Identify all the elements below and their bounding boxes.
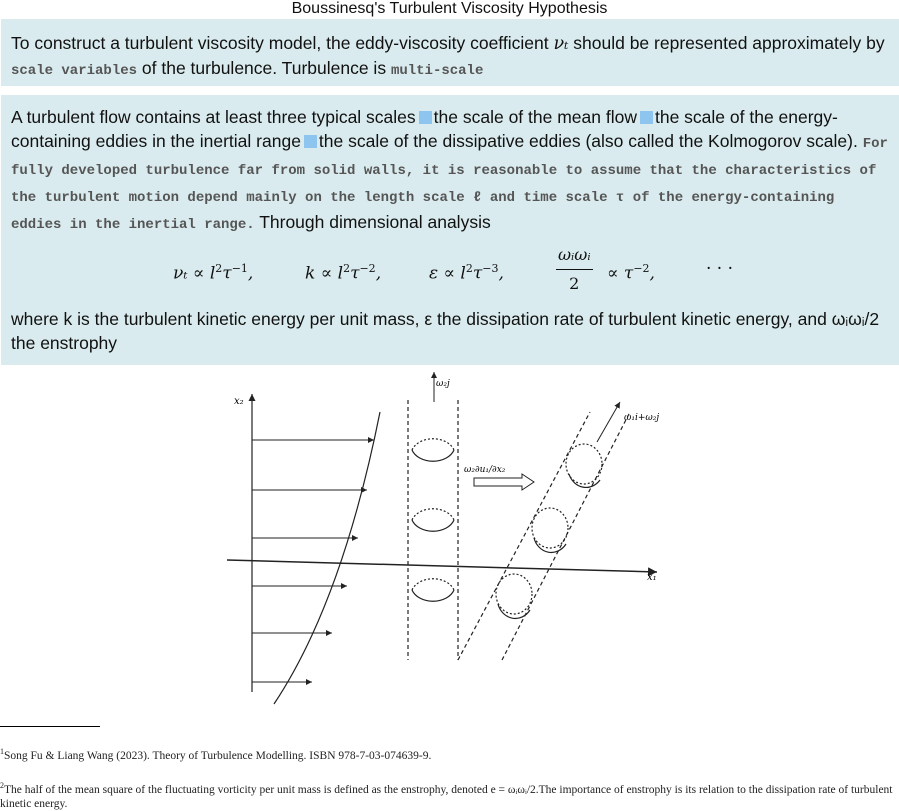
footnote-1-text: Song Fu & Liang Wang (2023). Theory of Turbulence Modelling. ISBN 978-7-03-074639-9.: [4, 749, 432, 762]
bullet-square-icon: [419, 111, 432, 124]
equation-k: $k \propto l^2\tau^{-2}$,: [305, 262, 382, 284]
combined-vorticity-arrow: [597, 402, 620, 442]
code-multi-scale: multi-scale: [390, 63, 484, 79]
stretch-label: ω₂∂u₁/∂x₂: [464, 465, 506, 475]
bullet-square-icon: [304, 135, 317, 148]
box1-text-2: should be represented approximately by: [568, 33, 885, 53]
box1-text-3: of the turbulence. Turbulence is: [137, 58, 391, 78]
equation-nu-t: $\nu_t \propto l^2\tau^{-1}$,: [173, 262, 254, 284]
bullet-square-icon: [640, 111, 653, 124]
x2-axis-label: x₂: [234, 396, 244, 407]
scale-energy-eddies: the scale of the energy-containing eddies in the inertial range: [11, 107, 838, 151]
code-assumption: For fully developed turbulence far from solid walls, it is reasonable to assume that the characteristics of the turbulent motion depend mainly on the length scale ℓ and time scale τ of the energy-containing eddies in the inertial range.: [11, 136, 888, 233]
fraction-numerator: ωᵢωᵢ: [556, 243, 593, 270]
x1-axis: [227, 560, 657, 572]
vortex-rings-tilted: [496, 444, 602, 618]
combined-vorticity-label: ω₁i+ω₂j: [624, 413, 660, 423]
code-scale-variables: scale variables: [11, 63, 138, 79]
definitions-text: where k is the turbulent kinetic energy per unit mass, ε the dissipation rate of turbulent kinetic energy, and ωᵢωᵢ/2 the enstrophy: [11, 309, 880, 353]
omega2-label: ω₂j: [436, 379, 450, 389]
footnote-rule: [0, 726, 100, 727]
scales-box: [1, 95, 899, 365]
vortex-stretching-diagram: [222, 372, 672, 712]
equation-ellipsis: · · ·: [706, 259, 734, 279]
scale-kolmogorov: the scale of the dissipative eddies (also called the Kolmogorov scale).: [318, 131, 858, 151]
footnote-1-mark: 1: [0, 747, 4, 756]
equation-enstrophy-rhs: ∝ $\tau^{-2}$,: [607, 262, 655, 284]
scale-mean-flow: the scale of the mean flow: [433, 107, 637, 127]
footnote-1: [0, 745, 899, 763]
box1-text-1: To construct a turbulent viscosity model, the eddy-viscosity coefficient: [11, 33, 554, 53]
x1-axis-label: x₁: [647, 572, 657, 583]
footnote-2: [0, 779, 899, 811]
equation-row: [1, 243, 899, 293]
page-title: Boussinesq's Turbulent Viscosity Hypothesis: [291, 0, 608, 17]
vortex-tube-tilted: [458, 412, 630, 660]
fraction-denominator: 2: [569, 274, 580, 293]
equation-enstrophy-fraction: [556, 243, 593, 296]
nu-t-symbol: νₜ: [553, 34, 569, 54]
footnote-2-text: The half of the mean square of the fluctuating vorticity per unit mass is defined as the enstrophy, denoted e = ωᵢωᵢ/2.The importance of enstrophy is its relation to the dissipation rate of turbulent kinetic energy.: [0, 783, 893, 810]
equation-epsilon: $\varepsilon \propto l^2\tau^{-3}$,: [429, 262, 504, 284]
scales-intro: A turbulent flow contains at least three typical scales: [11, 107, 416, 127]
velocity-profile: [274, 412, 380, 704]
vortex-rings-vertical: [412, 439, 454, 601]
footnote-2-mark: 2: [0, 781, 4, 790]
definition-box: [1, 19, 899, 86]
stretch-arrow: [474, 474, 534, 490]
dimensional-analysis-text: Through dimensional analysis: [259, 212, 491, 232]
